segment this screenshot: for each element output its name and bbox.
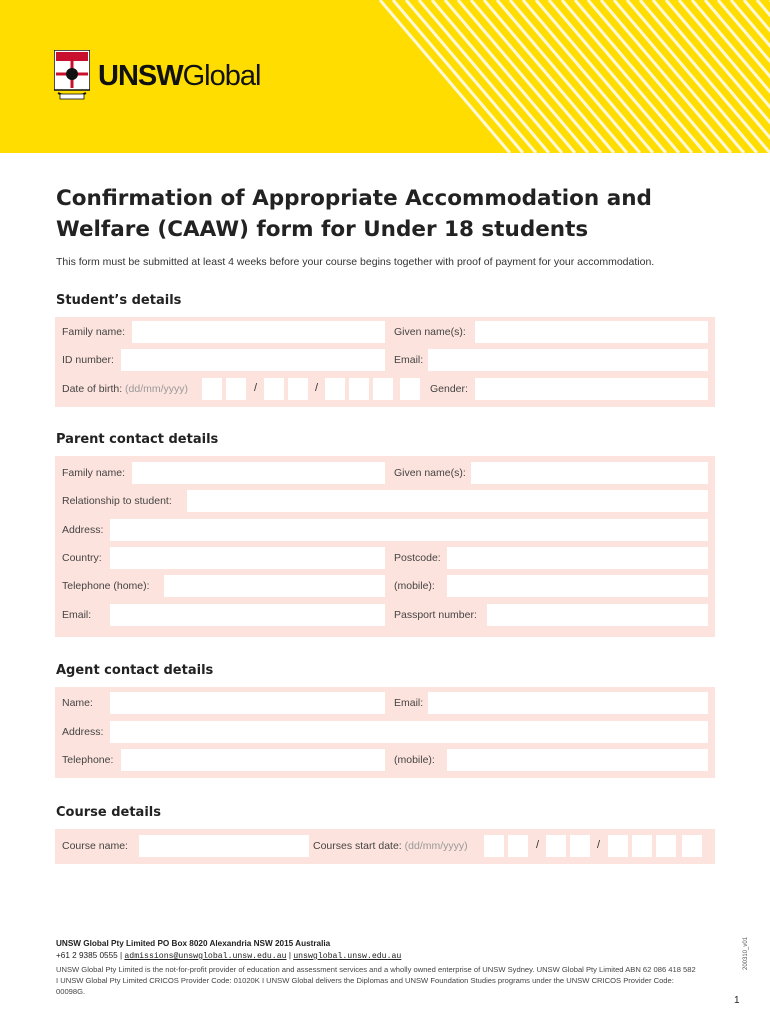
student-row-dob-gender (55, 378, 715, 400)
student-section-title: Student’s details (56, 293, 182, 308)
parent-section-title: Parent contact details (56, 432, 219, 447)
parent-country-label: Country: (62, 552, 102, 564)
student-dob-year-1[interactable] (325, 378, 345, 400)
parent-row-country (55, 547, 715, 569)
course-start-month-1[interactable] (546, 835, 566, 857)
course-start-year-2[interactable] (632, 835, 652, 857)
student-row-id-email (55, 349, 715, 371)
course-start-month-2[interactable] (570, 835, 590, 857)
footer-email-link[interactable]: admissions@unswglobal.unsw.edu.au (124, 952, 287, 961)
course-row (55, 835, 715, 857)
course-name-label: Course name: (62, 840, 128, 852)
agent-email-label: Email: (394, 697, 424, 709)
agent-row-telephone (55, 749, 715, 771)
agent-details-panel (55, 687, 715, 778)
agent-address-field[interactable] (110, 721, 708, 743)
parent-postcode-field[interactable] (447, 547, 708, 569)
student-gender-field[interactable] (475, 378, 708, 400)
agent-name-label: Name: (62, 697, 93, 709)
course-details-panel (55, 829, 715, 864)
unsw-crest-icon (54, 50, 90, 102)
parent-family-name-field[interactable] (132, 462, 385, 484)
page-number: 1 (734, 995, 740, 1006)
parent-passport-field[interactable] (487, 604, 708, 626)
student-id-number-field[interactable] (121, 349, 385, 371)
student-given-names-label: Given name(s): (394, 326, 466, 338)
agent-row-address (55, 721, 715, 743)
agent-name-field[interactable] (110, 692, 385, 714)
agent-email-field[interactable] (428, 692, 708, 714)
page-title: Confirmation of Appropriate Accommodation and Welfare (CAAW) form for Under 18 students (56, 186, 652, 242)
course-start-year-4[interactable] (682, 835, 702, 857)
agent-section-title: Agent contact details (56, 663, 214, 678)
student-email-label: Email: (394, 354, 424, 366)
parent-telephone-home-label: Telephone (home): (62, 580, 150, 592)
parent-mobile-field[interactable] (447, 575, 708, 597)
parent-telephone-home-field[interactable] (164, 575, 385, 597)
student-details-panel (55, 317, 715, 407)
parent-passport-label: Passport number: (394, 609, 477, 621)
parent-relationship-label: Relationship to student: (62, 495, 172, 507)
student-family-name-label: Family name: (62, 326, 126, 338)
version-code: 200310_v01 (743, 936, 749, 970)
student-family-name-field[interactable] (132, 321, 385, 343)
course-name-field[interactable] (139, 835, 309, 857)
student-row-names (55, 321, 715, 343)
agent-address-label: Address: (62, 726, 104, 738)
course-start-date-label: Courses start date: (dd/mm/yyyy) (313, 840, 468, 852)
student-dob-day-2[interactable] (226, 378, 246, 400)
parent-given-names-label: Given name(s): (394, 467, 466, 479)
parent-details-panel (55, 456, 715, 637)
footer-company-address: UNSW Global Pty Limited PO Box 8020 Alexandria NSW 2015 Australia (56, 939, 331, 948)
student-dob-day-1[interactable] (202, 378, 222, 400)
logo-wordmark: UNSWGlobal (98, 59, 261, 92)
student-gender-label: Gender: (430, 383, 468, 395)
parent-row-email-passport (55, 604, 715, 626)
student-given-names-field[interactable] (475, 321, 708, 343)
parent-address-field[interactable] (110, 519, 708, 541)
footer-separator: | (288, 951, 291, 960)
parent-postcode-label: Postcode: (394, 552, 441, 564)
footer-phone: +61 2 9385 0555 | (56, 951, 123, 960)
agent-mobile-label: (mobile): (394, 754, 435, 766)
date-separator: / (254, 382, 258, 394)
parent-country-field[interactable] (110, 547, 385, 569)
footer-website-link[interactable]: unswglobal.unsw.edu.au (293, 952, 402, 961)
student-email-field[interactable] (428, 349, 708, 371)
parent-family-name-label: Family name: (62, 467, 126, 479)
header-banner (0, 0, 770, 153)
footer-legal-note: UNSW Global Pty Limited is the not-for-profit provider of education and assessment services and a wholly owned enterprise of UNSW Sydney. UNSW Global Pty Limited ABN 62 086 418 582 I UNSW Global Pty Limited CRICOS Provider Code: 01020K I UNSW Global delivers the Diplomas and UNSW Foundation Studies programs under the UNSW CRICOS Provider Code: 00098G. (56, 965, 696, 996)
agent-row-name-email (55, 692, 715, 714)
date-separator: / (315, 382, 319, 394)
footer-contact (56, 951, 401, 961)
unsw-global-logo (54, 50, 260, 102)
parent-address-label: Address: (62, 524, 104, 536)
course-start-year-1[interactable] (608, 835, 628, 857)
course-section-title: Course details (56, 805, 161, 820)
parent-row-telephone (55, 575, 715, 597)
parent-mobile-label: (mobile): (394, 580, 435, 592)
parent-given-names-field[interactable] (471, 462, 708, 484)
course-start-year-3[interactable] (656, 835, 676, 857)
student-dob-year-2[interactable] (349, 378, 369, 400)
student-dob-label: Date of birth: (dd/mm/yyyy) (62, 383, 189, 395)
student-dob-month-1[interactable] (264, 378, 284, 400)
parent-email-field[interactable] (110, 604, 385, 626)
intro-text: This form must be submitted at least 4 weeks before your course begins together with proof of payment for your accommodation. (56, 256, 655, 268)
agent-telephone-field[interactable] (121, 749, 385, 771)
parent-row-relationship (55, 490, 715, 512)
parent-email-label: Email: (62, 609, 92, 621)
course-start-day-2[interactable] (508, 835, 528, 857)
parent-relationship-field[interactable] (187, 490, 708, 512)
parent-row-address (55, 519, 715, 541)
student-dob-year-3[interactable] (373, 378, 393, 400)
course-start-day-1[interactable] (484, 835, 504, 857)
agent-mobile-field[interactable] (447, 749, 708, 771)
student-dob-month-2[interactable] (288, 378, 308, 400)
date-separator: / (597, 839, 601, 851)
agent-telephone-label: Telephone: (62, 754, 114, 766)
student-dob-year-4[interactable] (400, 378, 420, 400)
parent-row-names (55, 462, 715, 484)
date-separator: / (536, 839, 540, 851)
student-id-number-label: ID number: (62, 354, 114, 366)
